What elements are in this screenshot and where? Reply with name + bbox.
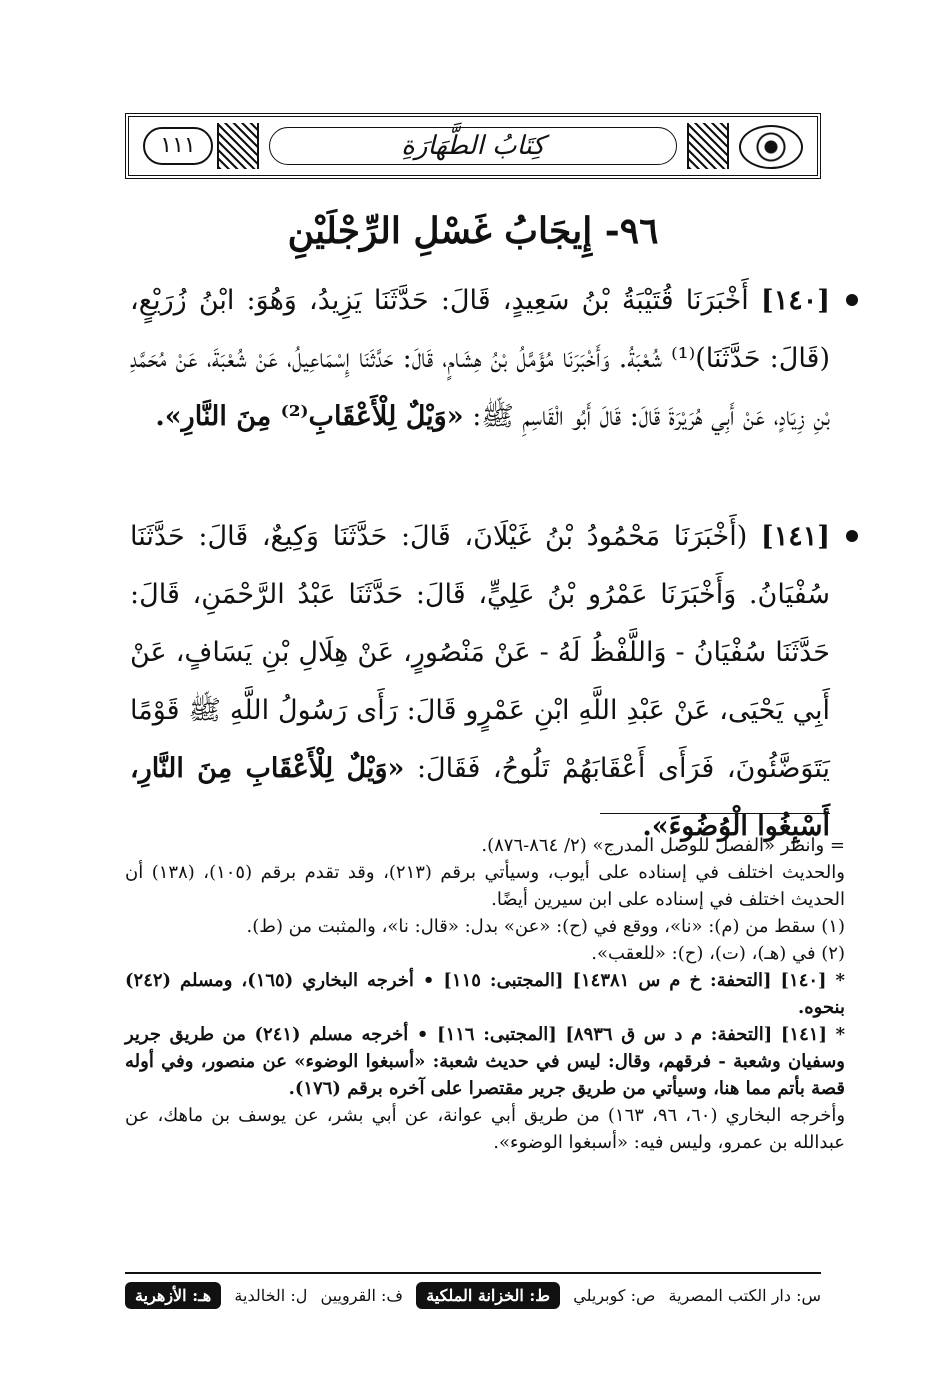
siglum: ل: الخالدية [234,1286,308,1305]
running-title: كِتَابُ الطَّهَارَةِ [269,127,677,165]
page-header [125,113,821,179]
manuscript-sigla [125,1282,821,1309]
siglum: هـ: الأزهرية [125,1282,221,1309]
note-line: (٢) في (هـ)، (ت)، (ح): «للعقب». [591,943,845,964]
hadith-text: (أَخْبَرَنَا مَحْمُودُ بْنُ غَيْلَانَ، قَالَ: حَدَّثَنَا وَكِيعٌ، قَالَ: حَدَّثَنَا سُفْيَانُ. وَأَخْبَرَنَا عَمْرُو بْنُ عَلِيٍّ، قَالَ: حَدَّثَنَا عَبْدُ الرَّحْمَنِ، قَالَ: حَدَّثَنَا سُفْيَانُ - وَاللَّفْظُ لَهُ - عَنْ مَنْصُورٍ، عَنْ هِلَالِ بْنِ يَسَافٍ، عَنْ أَبِي يَحْيَى، عَنْ عَبْدِ اللَّهِ ابْنِ عَمْرٍو قَالَ: رَأَى رَسُولُ اللَّهِ ﷺ قَوْمًا يَتَوَضَّئُونَ، فَرَأَى أَعْقَابَهُمْ تَلُوحُ، فَقَالَ: [130,521,830,784]
hadith-quote: «وَيْلٌ لِلْأَعْقَابِ مِنَ النَّارِ، أَسْبِغُوا الْوُضُوءَ». [130,753,830,842]
hadith-number: [١٤٠] [760,285,830,316]
page-number: ١١١ [143,127,213,165]
siglum: ف: القرويين [320,1286,404,1305]
hadith-quote: «وَيْلٌ لِلْأَعْقَابِ⁽²⁾ مِنَ النَّارِ». [155,401,464,432]
bullet-icon [846,294,858,306]
note-line: = وانظر «الفصل للوصل المدرج» (٢/ ٨٦٤-٨٧٦). [481,835,845,856]
hadith-141 [130,508,830,856]
note-line: (١) سقط من (م): «نا»، ووقع في (ح): «عن» بدل: «قال: نا»، والمثبت من (ط). [246,916,845,937]
hadith-140 [130,272,830,446]
note-line: * [١٤١] [التحفة: م د س ق ٨٩٣٦] [المجتبى: ١١٦] • أخرجه مسلم (٢٤١) من طريق جرير وسفيان وشعبة - فرقهم، وقال: ليس في حديث شعبة: «أسبغوا الوضوء» عن منصور، وفي أوله قصة بأتم مما هنا، وسيأتي من طريق جرير مقتصرا على آخره برقم (١٧٦). [125,1024,845,1099]
siglum: ص: كوبريلي [573,1286,656,1305]
note-line: وأخرجه البخاري (٦٠، ٩٦، ١٦٣) من طريق أبي عوانة، عن أبي بشر، عن يوسف بن ماهك، عن عبدالله بن عمرو، وليس فيه: «أسبغوا الوضوء». [125,1105,846,1153]
chapter-title: ٩٦- إِيجَابُ غَسْلِ الرِّجْلَيْنِ [287,210,659,252]
siglum: س: دار الكتب المصرية [668,1286,821,1305]
ornament-right [687,123,729,169]
siglum: ط: الخزانة الملكية [416,1282,560,1309]
ornament-left [217,123,259,169]
note-line: * [١٤٠] [التحفة: خ م س ١٤٣٨١] [المجتبى: ١١٥] • أخرجه البخاري (١٦٥)، ومسلم (٢٤٢) بنحوه. [125,970,845,1018]
bullet-icon [846,530,858,542]
emblem-logo [739,125,803,169]
hadith-number: [١٤١] [760,521,830,552]
note-line: والحديث اختلف في إسناده على أيوب، وسيأتي برقم (٢١٣)، وقد تقدم برقم (١٠٥)، (١٣٨) أن الحديث اختلف في إسناده على ابن سيرين أيضًا. [125,862,845,910]
footer-divider [125,1272,821,1274]
hadith-text: أَخْبَرَنَا قُتَيْبَةُ بْنُ سَعِيدٍ، قَالَ: حَدَّثَنَا يَزِيدُ، وَهُوَ: ابْنُ زُرَيْعٍ، (قَالَ: حَدَّثَنَا)⁽¹⁾ شُعْبَةُ. وَأَخْبَرَنَا مُؤَمَّلُ بْنُ هِشَامٍ، قَالَ: حَدَّثَنَا إِسْمَاعِيلُ، عَنْ شُعْبَةَ، عَنْ مُحَمَّدِ بْنِ زِيَادٍ، عَنْ أَبِي هُرَيْرَةَ قَالَ: قَالَ أَبُو الْقَاسِمِ ﷺ: [130,285,830,432]
footnote-divider [600,813,830,814]
footnotes [125,832,845,1156]
